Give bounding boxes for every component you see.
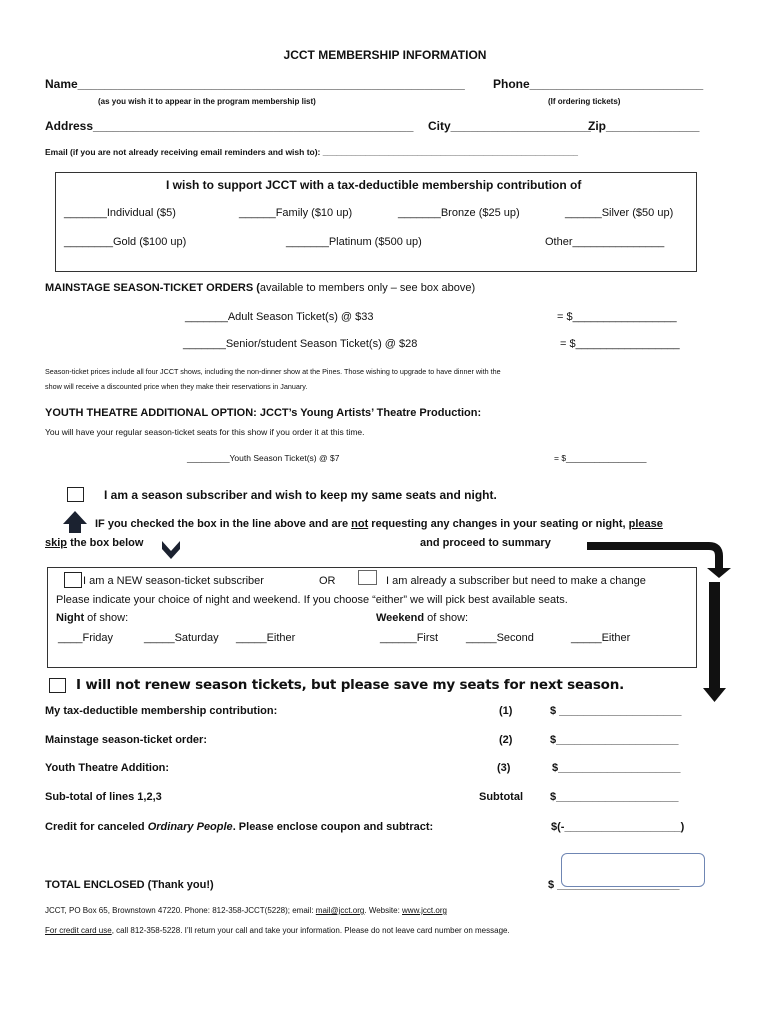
address-field[interactable]: Address________________________________________________ xyxy=(45,119,414,133)
new-subscriber-label: I am a NEW season-ticket subscriber xyxy=(83,575,264,587)
night-option-friday[interactable]: ____Friday xyxy=(58,632,114,644)
not-renew-checkbox[interactable] xyxy=(49,678,66,693)
weekend-label-rest: of show: xyxy=(424,612,469,624)
season-note-line2: show will receive a discounted price when they make their reservations in January. xyxy=(45,382,308,391)
if-checked-note xyxy=(95,518,663,530)
phone-hint: (If ordering tickets) xyxy=(548,97,621,106)
page-title: JCCT MEMBERSHIP INFORMATION xyxy=(283,48,487,62)
credit-label-b: . Please enclose coupon and subtract: xyxy=(232,821,434,833)
proceed-note: and proceed to summary xyxy=(420,537,551,549)
summary-mainstage-amount[interactable]: $____________________ xyxy=(550,734,679,746)
skip-word: skip xyxy=(45,537,68,549)
footer-address xyxy=(45,906,447,915)
level-individual[interactable]: _______Individual ($5) xyxy=(64,207,176,219)
if-checked-b: requesting any changes in your seating or night, xyxy=(368,518,629,530)
night-option-saturday[interactable]: _____Saturday xyxy=(144,632,219,644)
skip-rest: the box below xyxy=(67,537,144,549)
summary-membership-label: My tax-deductible membership contribution: xyxy=(45,705,278,717)
level-silver[interactable]: ______Silver ($50 up) xyxy=(565,207,674,219)
youth-heading: YOUTH THEATRE ADDITIONAL OPTION: JCCT’s Young Artists’ Theatre Production: xyxy=(45,407,482,419)
skip-note xyxy=(45,537,143,549)
footer-website-link[interactable]: www.jcct.org xyxy=(402,906,447,915)
season-note-line1: Season-ticket prices include all four JCCT shows, including the non-dinner show at the Pines. Those wishing to upgrade to have dinner with the xyxy=(45,367,501,376)
up-arrow-icon xyxy=(62,510,88,534)
youth-subtext: You will have your regular season-ticket seats for this show if you order it at this time. xyxy=(45,427,365,437)
adult-ticket-qty[interactable]: _______Adult Season Ticket(s) @ $33 xyxy=(185,311,374,323)
city-field[interactable]: City_____________________ xyxy=(428,119,591,133)
weekend-label xyxy=(376,612,468,624)
email-field[interactable]: Email (if you are not already receiving email reminders and wish to): ______________________________________________________ xyxy=(45,147,579,157)
existing-subscriber-label: I am already a subscriber but need to make a change xyxy=(386,575,646,587)
new-subscriber-checkbox[interactable] xyxy=(64,572,82,588)
not-renew-label: I will not renew season tickets, but please save my seats for next season. xyxy=(76,677,625,693)
youth-ticket-total[interactable]: = $_________________ xyxy=(554,453,647,463)
weekend-option-second[interactable]: _____Second xyxy=(466,632,534,644)
senior-ticket-qty[interactable]: _______Senior/student Season Ticket(s) @ $28 xyxy=(183,338,418,350)
mainstage-heading-bold: MAINSTAGE SEASON-TICKET ORDERS ( xyxy=(45,282,260,294)
night-label xyxy=(56,612,128,624)
adult-ticket-total[interactable]: = $_________________ xyxy=(557,311,677,323)
total-amount[interactable]: $ ____________________ xyxy=(548,879,680,891)
weekend-label-bold: Weekend xyxy=(376,612,425,624)
footer-address-b: . Website: xyxy=(364,906,403,915)
mainstage-heading xyxy=(45,282,475,294)
name-field[interactable]: Name__________________________________________________________ xyxy=(45,77,465,91)
night-label-rest: of show: xyxy=(84,612,129,624)
footer-address-a: JCCT, PO Box 65, Brownstown 47220. Phone: 812-358-JCCT(5228); email: xyxy=(45,906,316,915)
name-hint: (as you wish it to appear in the program membership list) xyxy=(98,97,316,106)
summary-youth-amount[interactable]: $____________________ xyxy=(552,762,681,774)
summary-subtotal-label: Sub-total of lines 1,2,3 xyxy=(45,791,162,803)
night-label-bold: Night xyxy=(56,612,85,624)
keep-seats-label: I am a season subscriber and wish to keep my same seats and night. xyxy=(104,488,497,502)
indicate-choice-text: Please indicate your choice of night and weekend. If you choose “either” we will pick best available seats. xyxy=(56,594,568,606)
credit-card-link[interactable]: For credit card use xyxy=(45,926,112,935)
or-label: OR xyxy=(319,575,336,587)
membership-heading: I wish to support JCCT with a tax-deductible membership contribution of xyxy=(166,178,582,192)
weekend-option-either[interactable]: _____Either xyxy=(571,632,631,644)
level-gold[interactable]: ________Gold ($100 up) xyxy=(64,236,187,248)
level-other[interactable]: Other_______________ xyxy=(545,236,665,248)
credit-label xyxy=(45,821,433,833)
mainstage-heading-rest: available to members only – see box above) xyxy=(259,282,476,294)
credit-card-rest: , call 812-358-5228. I’ll return your call and take your information. Please do not leave card number on message. xyxy=(111,926,510,935)
footer-credit-card xyxy=(45,926,510,935)
credit-label-italic: Ordinary People xyxy=(147,821,233,833)
credit-label-a: Credit for canceled xyxy=(45,821,148,833)
summary-youth-label: Youth Theatre Addition: xyxy=(45,762,170,774)
if-checked-please: please xyxy=(628,518,663,530)
summary-subtotal-word: Subtotal xyxy=(479,791,523,803)
phone-field[interactable]: Phone__________________________ xyxy=(493,77,704,91)
level-platinum[interactable]: _______Platinum ($500 up) xyxy=(286,236,422,248)
if-checked-a: IF you checked the box in the line above and are xyxy=(95,518,352,530)
level-bronze[interactable]: _______Bronze ($25 up) xyxy=(398,207,520,219)
weekend-option-first[interactable]: ______First xyxy=(380,632,439,644)
total-label: TOTAL ENCLOSED (Thank you!) xyxy=(45,879,214,891)
summary-subtotal-amount[interactable]: $____________________ xyxy=(550,791,679,803)
credit-amount[interactable]: $(-___________________) xyxy=(551,821,685,833)
summary-line-2-number: (2) xyxy=(499,734,513,746)
if-checked-not: not xyxy=(351,518,369,530)
summary-line-3-number: (3) xyxy=(497,762,511,774)
youth-ticket-qty[interactable]: _________Youth Season Ticket(s) @ $7 xyxy=(187,453,340,463)
summary-mainstage-label: Mainstage season-ticket order: xyxy=(45,734,207,746)
zip-field[interactable]: Zip______________ xyxy=(588,119,700,133)
summary-line-1-number: (1) xyxy=(499,705,513,717)
footer-email-link[interactable]: mail@jcct.org xyxy=(315,906,365,915)
night-option-either[interactable]: _____Either xyxy=(236,632,296,644)
summary-membership-amount[interactable]: $ ____________________ xyxy=(550,705,682,717)
existing-subscriber-checkbox[interactable] xyxy=(358,570,377,585)
senior-ticket-total[interactable]: = $_________________ xyxy=(560,338,680,350)
level-family[interactable]: ______Family ($10 up) xyxy=(239,207,353,219)
down-chevron-icon xyxy=(160,538,182,562)
keep-seats-checkbox[interactable] xyxy=(67,487,84,502)
